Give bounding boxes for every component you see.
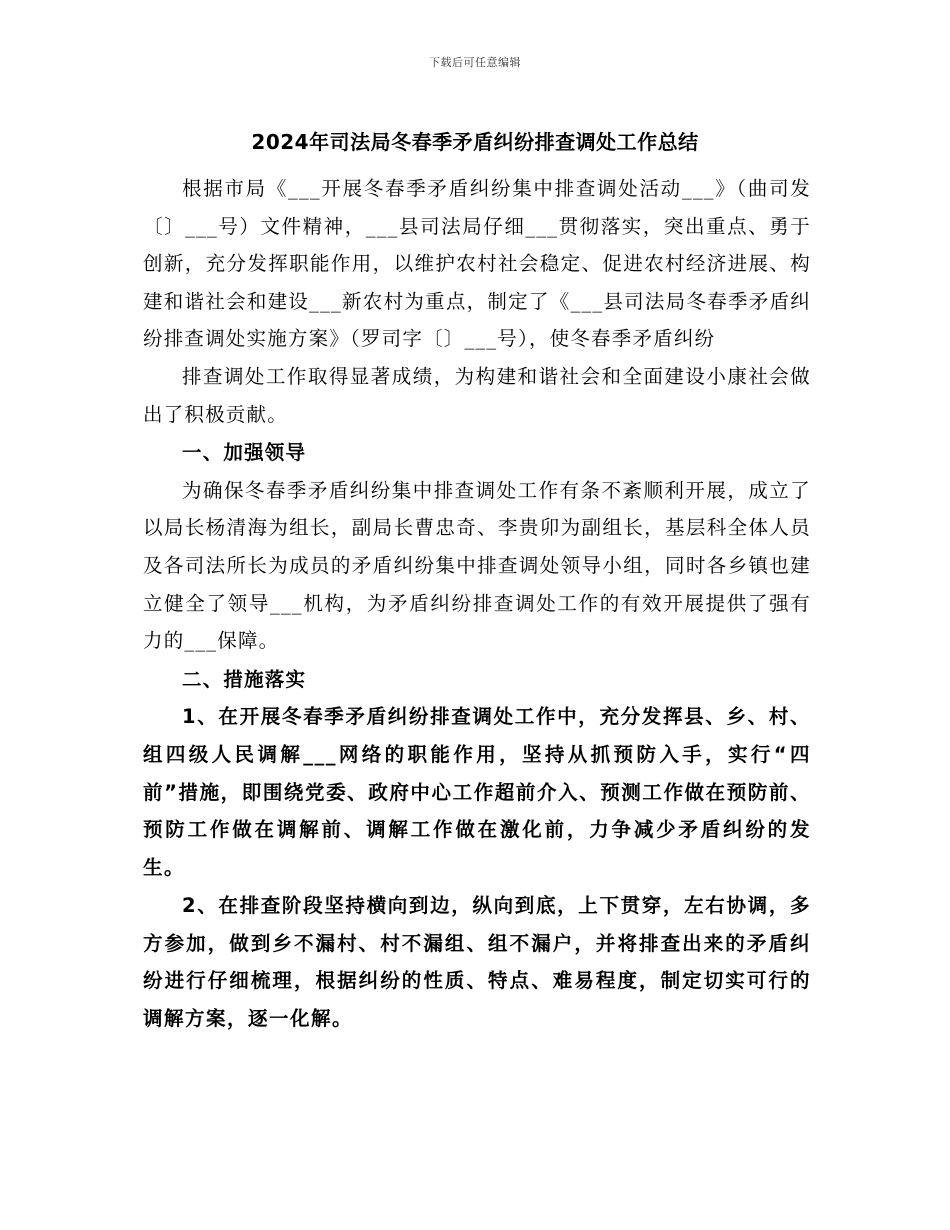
document-body bbox=[143, 170, 811, 1038]
document-title: 2024年司法局冬春季矛盾纠纷排查调处工作总结 bbox=[251, 130, 699, 154]
paragraph-measure-2: 2、在排查阶段坚持横向到边，纵向到底，上下贯穿，左右协调，多方参加，做到乡不漏村、村不漏组、组不漏户，并将排查出来的矛盾纠纷进行仔细梳理，根据纠纷的性质、特点、难易程度，制定切实可行的调解方案，逐一化解。 bbox=[143, 894, 811, 1031]
paragraph-leadership: 为确保冬春季矛盾纠纷集中排查调处工作有条不紊顺利开展，成立了以局长杨清海为组长，副局长曹忠奇、李贵卯为副组长，基层科全体人员及各司法所长为成员的矛盾纠纷集中排查调处领导小组，同时各乡镇也建立健全了领导___机构，为矛盾纠纷排查调处工作的有效开展提供了强有力的___保障。 bbox=[143, 478, 811, 653]
paragraph-result: 排查调处工作取得显著成绩，为构建和谐社会和全面建设小康社会做出了积极贡献。 bbox=[143, 364, 811, 426]
section-heading-measures: 二、措施落实 bbox=[182, 667, 307, 691]
paragraph-intro: 根据市局《___开展冬春季矛盾纠纷集中排查调处活动___》（曲司发〔〕___号）文件精神，___县司法局仔细___贯彻落实，突出重点、勇于创新，充分发挥职能作用，以维护农村社会稳定、促进农村经济进展、构建和谐社会和建设___新农村为重点，制定了《___县司法局冬春季矛盾纠纷排查调处实施方案》（罗司字〔〕___号），使冬春季矛盾纠纷 bbox=[143, 177, 811, 351]
section-heading-leadership: 一、加强领导 bbox=[182, 441, 307, 465]
paragraph-measure-1: 1、在开展冬春季矛盾纠纷排查调处工作中，充分发挥县、乡、村、组四级人民调解___网络的职能作用，坚持从抓预防入手，实行“四前”措施，即围绕党委、政府中心工作超前介入、预测工作做在预防前、预防工作做在调解前、调解工作做在激化前，力争减少矛盾纠纷的发生。 bbox=[143, 705, 811, 879]
header-note: 下载后可任意编辑 bbox=[429, 56, 521, 69]
